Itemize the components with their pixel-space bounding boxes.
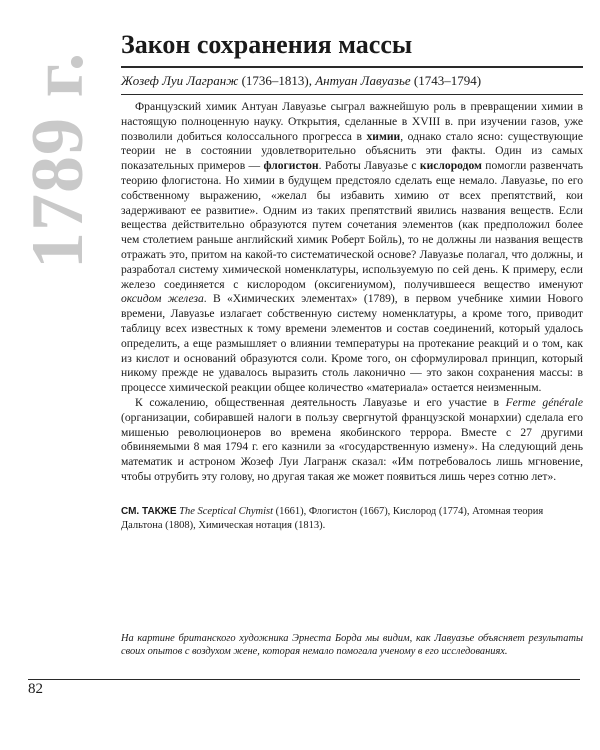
year-marker: 1789 г. xyxy=(17,51,99,269)
p1-text-a: Французский химик Антуан Лавуазье сыграл важнейшую роль в превращении химии в настоящую полноценную науку. Открытия, сделанные в XVIII в. при изучении газов, уже позволили добиться колоссального прогресса в xyxy=(121,100,583,143)
p1-text-f: . В «Химических элементах» (1789), в первом учебнике химии Нового времени, Лавуазье излагает собственную систему номенклатуры, а кроме того, приводит таблицу всех известных к тому времени элементов и состав соединений, который удалось определить, а еще размышляет о влиянии температуры на протекание реакций и о том, как из кислот и оснований образуются соли. Кроме того, он сформулировал принцип, который никому прежде не удавалось выразить столь лаконично — это закон сохранения массы: в процессе химической реакции общее количество «материала» остается неизменным. xyxy=(121,292,583,395)
p1-text-c: , однако стало ясно: существующие теории не в состоянии удовлетворительно объяснить эти факты. Один из самых показательных примеров — xyxy=(121,129,584,173)
author-lavoisier-dates: (1743–1794) xyxy=(410,73,482,88)
author-lagrange-dates: (1736–1813), xyxy=(238,73,316,88)
author-lavoisier: Антуан Лавуазье xyxy=(315,73,411,88)
page-number: 82 xyxy=(28,681,43,697)
see-also-list: (1661), Флогистон (1667), Кислород (1774), Атомная теория Дальтона (1808), Химическая нотация (1813). xyxy=(121,506,544,531)
link-phlogiston: флогистон xyxy=(263,159,319,173)
paragraph-1 xyxy=(121,100,583,396)
p2-text-b: (организации, собиравшей налоги в пользу свергнутой французской монархии) сделала его мишенью революционеров во времена якобинского террора. Вместе с 27 другими обвиняемыми 8 мая 1794 г. его казнили за «государственную измену». На следующий день математик и астроном Жозеф Луи Лагранж сказал: «Им потребовалось лишь мгновение, чтобы отрубить эту голову, но другая такая же может появиться лишь через сотню лет». xyxy=(121,410,583,483)
author-lagrange: Жозеф Луи Лагранж xyxy=(121,73,239,88)
see-also-sceptical-chymist: The Sceptical Chymist xyxy=(179,506,274,517)
entry-header xyxy=(121,30,583,95)
footer-rule xyxy=(28,679,580,680)
authors-rule xyxy=(121,94,583,95)
see-also-label: СМ. ТАКЖЕ xyxy=(121,506,177,517)
link-oxygen: кислородом xyxy=(419,159,482,173)
p2-text-a: К сожалению, общественная деятельность Лавуазье и его участие в xyxy=(135,395,506,409)
title-rule xyxy=(121,66,583,68)
article-body xyxy=(121,100,583,485)
term-iron-oxide: оксидом железа xyxy=(121,292,204,306)
authors-line xyxy=(121,72,583,90)
term-ferme-generale: Ferme générale xyxy=(505,395,583,409)
link-chemistry: химии xyxy=(366,129,401,143)
page-title: Закон сохранения массы xyxy=(121,30,413,59)
paragraph-2 xyxy=(121,396,583,485)
p1-text-e: помогли развенчать теорию флогистона. Но химии в будущем предстояло сделать еще немало. Лавуазье, по его собственному выражению, «желал бы избавить химию от всех препятствий, кои задерживают ее развитие». Одним из таких препятствий явились названия веществ. Если вещества действительно образуются путем сочетания элементов (как предположил более чем столетием раньше английский химик Роберт Бойль), то не должны ли названия веществ отражать это, притом на какой-то систематической основе? Лавуазье полагал, что должны, и разработал систему химической номенклатуры, используемую по сей день. К примеру, если железо соединяется с кислородом (оксигениумом), получившееся вещество именуют xyxy=(121,159,583,291)
p1-text-d: . Работы Лавуазье с xyxy=(318,159,420,173)
image-caption: На картине британского художника Эрнеста Борда мы видим, как Лавуазье объясняет результаты своих опытов с воздухом жене, которая немало помогала ученому в его исследованиях. xyxy=(121,633,583,657)
see-also xyxy=(121,505,583,532)
